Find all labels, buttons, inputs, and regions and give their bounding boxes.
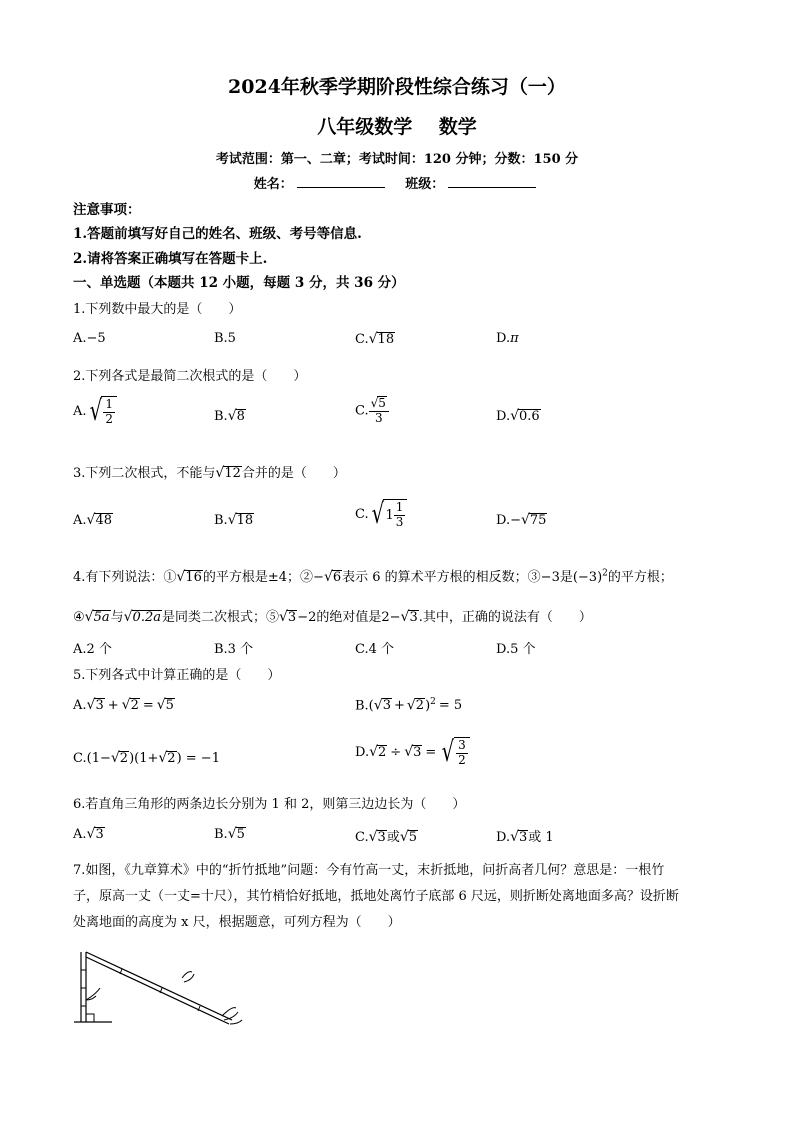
radical-icon: √ [86, 512, 96, 528]
q1-option-a[interactable]: A.−5 [73, 331, 106, 346]
q6-stem: 6.若直角三角形的两条边长分别为 1 和 2，则第三边边长为（ ） [73, 797, 466, 812]
q1-option-d[interactable]: D.π [496, 331, 519, 346]
radical-icon: √ [323, 569, 333, 585]
radical-icon: √ [404, 744, 414, 761]
radical-icon: √ [373, 697, 383, 714]
q5-stem: 5.下列各式中计算正确的是（ ） [73, 668, 281, 683]
q3-option-b[interactable]: B.√18 [214, 512, 254, 528]
note-item-1: 1.答题前填写好自己的姓名、班级、考号等信息. [73, 226, 362, 242]
q6-option-c[interactable]: C.√3或√5 [355, 829, 418, 845]
q5-option-b[interactable]: $B.(√3 + √2)^2 = 5$ [355, 697, 463, 714]
q4-line-2: ④√5a与√0.2a是同类二次根式；⑤√3−2的绝对值是2−√3.其中，正确的说法有（ ） [73, 609, 592, 625]
radical-icon: √ [86, 826, 96, 842]
q7-line-2: 子，原高一丈（一丈=十尺），其竹梢恰好抵地，抵地处离竹子底部 6 尺远，则折断处离地面多高？设折断 [73, 889, 679, 904]
section-heading: 一、单选题（本题共 12 小题，每题 3 分，共 36 分） [73, 275, 405, 291]
bamboo-broken-top [86, 952, 232, 1020]
right-angle-mark [86, 1014, 94, 1022]
name-class-line [0, 173, 794, 192]
q1-stem: 1.下列数中最大的是（ ） [73, 302, 242, 317]
radical-icon: √ [176, 569, 186, 585]
radical-icon: √ [156, 697, 166, 713]
leaf-icon [182, 972, 194, 982]
radical-icon: √ [227, 512, 237, 528]
radical-icon: √ [84, 609, 94, 625]
q6-option-b[interactable]: B.√5 [214, 826, 245, 842]
q4-option-b[interactable]: B.3 个 [214, 642, 254, 657]
radical-icon: √ [370, 396, 379, 410]
radical-icon: √ [399, 829, 409, 845]
q3-option-d[interactable]: D.−√75 [496, 512, 547, 528]
q1-option-b[interactable]: B.5 [214, 331, 236, 346]
bamboo-broken-bottom [86, 957, 229, 1024]
radical-icon: √ [215, 465, 225, 481]
radical-icon: √ [406, 697, 416, 714]
radical-icon: √ [510, 829, 520, 845]
radical-icon: √ [279, 609, 288, 625]
radical-icon: √ [158, 750, 168, 766]
exam-title: 2024年秋季学期阶段性综合练习（一） [228, 76, 566, 98]
radical-icon: √ [441, 735, 455, 769]
q4-option-d[interactable]: D.5 个 [496, 642, 536, 657]
q3-stem: 3.下列二次根式，不能与√12合并的是（ ） [73, 465, 346, 481]
q7-line-3: 处离地面的高度为 x 尺，根据题意，可列方程为（ ） [73, 915, 401, 930]
radical-icon: √ [110, 750, 120, 766]
exam-info: 考试范围：第一、二章；考试时间：120 分钟；分数：150 分 [215, 152, 579, 167]
radical-icon: √ [123, 609, 133, 625]
radical-icon: √ [510, 408, 520, 424]
notes-heading: 注意事项： [73, 202, 141, 218]
q5-option-c[interactable]: C.(1−√2)(1+√2) = −1 [73, 750, 220, 766]
radical-icon: √ [400, 609, 410, 625]
q7-line-1: 7.如图，《九章算术》中的“折竹抵地”问题：今有竹高一丈，末折抵地，问折高者几何？意思是：一根竹 [73, 863, 665, 878]
radical-icon: √ [368, 829, 378, 845]
q6-option-d[interactable]: D.√3或 1 [496, 829, 554, 845]
class-blank[interactable] [448, 176, 536, 188]
q4-option-c[interactable]: C.4 个 [355, 642, 395, 657]
bamboo-figure [72, 940, 252, 1030]
radical-icon: √ [227, 408, 237, 424]
q2-option-d[interactable]: D.√0.6 [496, 408, 540, 424]
q4-line-1: 4.有下列说法：①√16的平方根是±4；②−√6表示 6 的算术平方根的相反数；③−3是$(-3)^2$的平方根； [73, 568, 673, 585]
q4-option-a[interactable]: A.2 个 [73, 642, 112, 657]
radical-icon: √ [368, 331, 378, 347]
radical-icon: √ [520, 512, 530, 528]
radical-icon: √ [371, 497, 384, 531]
leaf-icon [86, 988, 100, 1000]
q2-option-c[interactable]: C. $\frac{√5}{3}$ [355, 396, 389, 426]
q2-option-a[interactable]: A. √ $\frac{1}{2}$ [73, 396, 117, 427]
note-item-2: 2.请将答案正确填写在答题卡上. [73, 251, 268, 267]
q3-option-c[interactable]: C. √ 1 $\frac{1}{3}$ [355, 499, 407, 530]
radical-icon: √ [121, 697, 131, 713]
q2-stem: 2.下列各式是最简二次根式的是（ ） [73, 369, 307, 384]
q5-option-a[interactable]: A.√3 + √2 = √5 [73, 697, 174, 713]
class-label: 班级： [405, 177, 445, 192]
name-label: 姓名： [253, 177, 293, 192]
radical-icon: √ [369, 744, 379, 761]
q2-option-b[interactable]: B.√8 [214, 408, 245, 424]
q6-option-a[interactable]: A.√3 [73, 826, 104, 842]
radical-icon: √ [89, 394, 102, 428]
q3-option-a[interactable]: A.√48 [73, 512, 112, 528]
radical-icon: √ [227, 826, 237, 842]
name-blank[interactable] [297, 176, 385, 188]
q5-option-d[interactable]: D.√2 ÷ √3 = √ $\frac{3}{2}$ [355, 737, 470, 768]
radical-icon: √ [86, 697, 96, 713]
q1-option-c[interactable]: C.√18 [355, 331, 395, 347]
exam-subtitle: 八年级数学 数学 [317, 116, 477, 138]
